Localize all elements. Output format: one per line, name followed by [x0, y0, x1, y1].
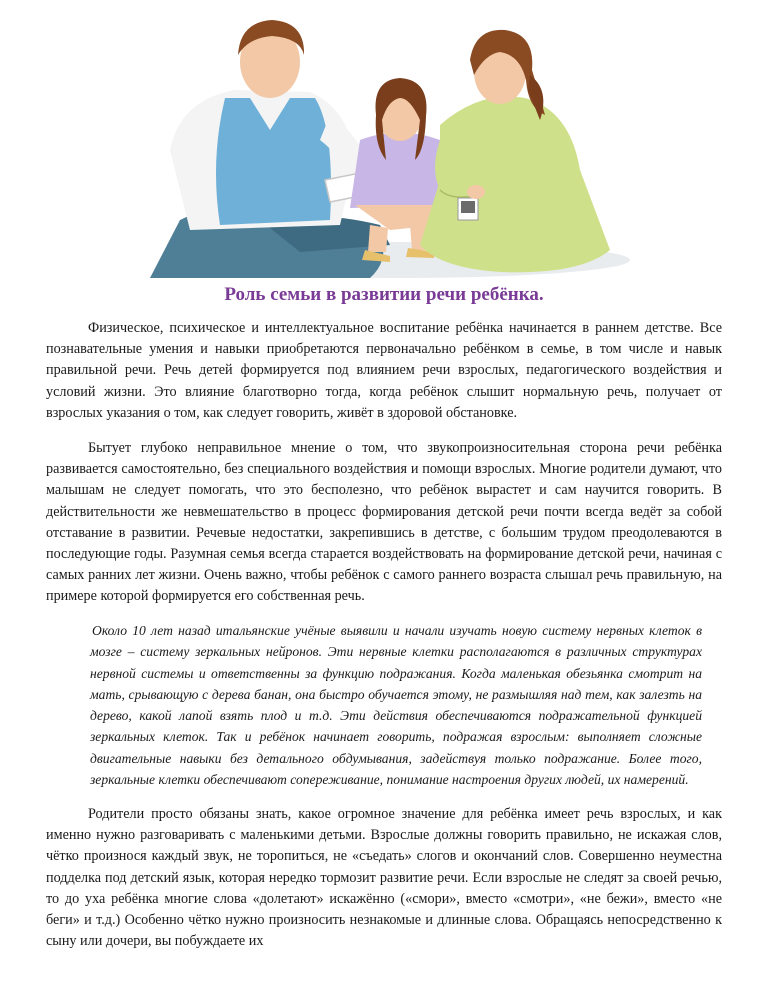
paragraph-1: Физическое, психическое и интеллектуальное воспитание ребёнка начинается в раннем детстве. Все познавательные умения и навыки приобретаются первоначально ребёнком в семье, в том числе и навык правильной речи. Речь детей формируется под влиянием речи взрослых, педагогического воздействия и условий жизни. Это влияние благотворно тогда, когда ребёнок слышит нормальную речь, получает от взрослых указания о том, как следует говорить, живёт в здоровой обстановке.	[46, 320, 722, 421]
paragraph-3-italic: Около 10 лет назад итальянские учёные выявили и начали изучать новую систему нервных клеток в мозге – систему зеркальных нейронов. Эти нервные клетки располагаются в различных структурах нервной системы и ответственны за функцию подражания. Когда маленькая обезьянка смотрит на мать, срывающую с дерева банан, она быстро обучается этому, не размышляя над тем, как залезть на дерево, какой лапой взять плод и т.д. Эти действия обеспечиваются подражательной функцией зеркальных клеток. Так и ребёнок начинает говорить, подражая взрослым: выполняет сложные двигательные навыки без детального обдумывания, задействуя только подражание. Более того, зеркальные клетки обеспечивают сопереживание, понимание настроения других людей, их намерений.	[90, 623, 702, 788]
paragraph-4: Родители просто обязаны знать, какое огромное значение для ребёнка имеет речь взрослых, и как именно нужно разговаривать с маленькими детьми. Взрослые должны говорить правильно, не искажая слов, чётко произнося каждый звук, не торопиться, не «съедать» слогов и окончаний слов. Совершенно неуместна подделка под детский язык, которая нередко тормозит развитие речи. Если взрослые не следят за своей речью, то до уха ребёнка многие слова «долетают» искажённо («смори», вместо «смотри», «не бежи», вместо «не беги» и т.д.) Особенно чётко нужно произносить незнакомые и длинные слова. Обращаясь непосредственно к сыну или дочери, вы побуждаете их	[46, 806, 722, 950]
family-reading-illustration	[140, 20, 630, 278]
document-title: Роль семьи в развитии речи ребёнка.	[224, 284, 544, 305]
paragraph-2: Бытует глубоко неправильное мнение о том, что звукопроизносительная сторона речи ребёнка развивается самостоятельно, без специального воздействия и помощи взрослых. Многие родители думают, что малышам не следует помогать, что это бесполезно, что ребёнок вырастет и сам научится говорить. В действительности же невмешательство в процесс формирования детской речи почти всегда ведёт за собой отставание в развитии. Речевые недостатки, закрепившись в детстве, с большим трудом преодолеваются в последующие годы. Разумная семья всегда старается воздействовать на формирование детской речи, начиная с самых ранних лет жизни. Очень важно, чтобы ребёнок с самого раннего возраста слышал речь правильную, на примере которой формируется его собственная речь.	[46, 440, 722, 605]
